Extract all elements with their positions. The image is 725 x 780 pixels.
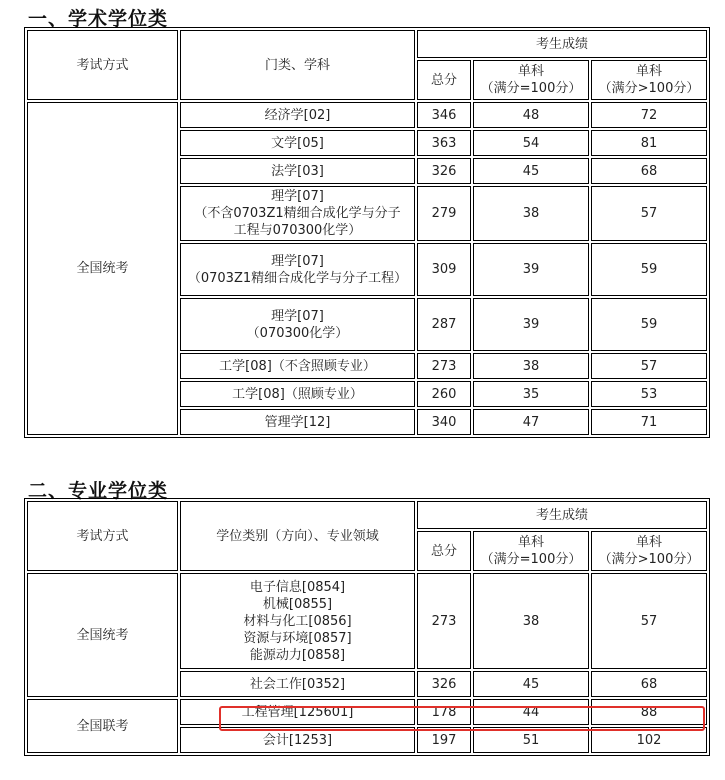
academic-degree-table [24, 27, 710, 438]
header-subject: 门类、学科 [180, 30, 415, 100]
single-100-score-cell: 54 [473, 130, 589, 156]
subject-name-line: 材料与化工[0856] [243, 613, 352, 629]
total-score-cell: 273 [417, 573, 471, 669]
subject-name [180, 353, 415, 379]
single-over-100-score-cell: 53 [591, 381, 707, 407]
header-total: 总分 [417, 60, 471, 100]
exam-mode-cell: 全国联考 [27, 699, 178, 753]
subject-name-line: 管理学[12] [264, 414, 331, 430]
total-score-cell: 178 [417, 699, 471, 725]
total-score-cell: 363 [417, 130, 471, 156]
subject-name [180, 298, 415, 351]
header-single-100: 单科 （满分=100分） [473, 60, 589, 100]
single-over-100-score-cell: 81 [591, 130, 707, 156]
single-100-score-cell: 35 [473, 381, 589, 407]
single-100-score-cell: 45 [473, 158, 589, 184]
subject-name [180, 186, 415, 241]
single-100-score-cell: 38 [473, 573, 589, 669]
header-scores-group: 考生成绩 [417, 501, 707, 529]
header-exam-mode: 考试方式 [27, 501, 178, 571]
subject-name-line: 工程管理[125601] [241, 704, 354, 720]
subject-name-line: 理学[07] [271, 189, 324, 204]
header-single-over-100: 单科 （满分>100分） [591, 531, 707, 571]
total-score-cell: 326 [417, 671, 471, 697]
header-exam-mode: 考试方式 [27, 30, 178, 100]
single-100-score-cell: 51 [473, 727, 589, 753]
single-100-score-cell: 48 [473, 102, 589, 128]
single-over-100-score-cell: 59 [591, 243, 707, 296]
section1-title: 一、学术学位类 [28, 8, 169, 30]
subject-name-line: 文学[05] [271, 135, 324, 151]
single-over-100-score-cell: 57 [591, 353, 707, 379]
total-score-cell: 287 [417, 298, 471, 351]
subject-name-line: 理学[07] [271, 308, 324, 324]
subject-name-line: （070300化学） [246, 325, 349, 341]
single-100-score-cell: 38 [473, 186, 589, 241]
highlight-box [219, 706, 705, 731]
subject-name-line: 理学[07] [271, 253, 324, 269]
total-score-cell: 309 [417, 243, 471, 296]
subject-name [180, 158, 415, 184]
subject-name-line: 能源动力[0858] [249, 647, 346, 663]
single-over-100-score-cell: 57 [591, 573, 707, 669]
total-score-cell: 326 [417, 158, 471, 184]
single-100-score-cell: 38 [473, 353, 589, 379]
subject-name-line: 工程与070300化学） [233, 223, 362, 238]
subject-name-line: 经济学[02] [264, 107, 331, 123]
subject-name [180, 671, 415, 697]
single-100-score-cell: 39 [473, 298, 589, 351]
exam-mode-cell: 全国统考 [27, 573, 178, 697]
total-score-cell: 340 [417, 409, 471, 435]
subject-name [180, 243, 415, 296]
subject-name [180, 409, 415, 435]
exam-mode-cell: 全国统考 [27, 102, 178, 435]
single-over-100-score-cell: 57 [591, 186, 707, 241]
header-total: 总分 [417, 531, 471, 571]
single-over-100-score-cell: 102 [591, 727, 707, 753]
subject-name-line: 资源与环境[0857] [243, 630, 352, 646]
subject-name-line: 工学[08]（不含照顾专业） [219, 358, 376, 374]
header-scores-group: 考生成绩 [417, 30, 707, 58]
total-score-cell: 197 [417, 727, 471, 753]
subject-name [180, 381, 415, 407]
subject-name-line: （不含0703Z1精细合成化学与分子 [194, 206, 401, 221]
header-single-over-100: 单科 （满分>100分） [591, 60, 707, 100]
subject-name-line: 机械[0855] [262, 596, 333, 612]
single-100-score-cell: 39 [473, 243, 589, 296]
single-100-score-cell: 47 [473, 409, 589, 435]
subject-name-line: 工学[08]（照顾专业） [232, 386, 363, 402]
single-over-100-score-cell: 88 [591, 699, 707, 725]
total-score-cell: 279 [417, 186, 471, 241]
single-100-score-cell: 45 [473, 671, 589, 697]
subject-name-line: 法学[03] [271, 163, 324, 179]
section2-title: 二、专业学位类 [28, 480, 169, 502]
table-row [27, 573, 707, 669]
single-100-score-cell: 44 [473, 699, 589, 725]
header-single-100: 单科 （满分=100分） [473, 531, 589, 571]
single-over-100-score-cell: 68 [591, 158, 707, 184]
single-over-100-score-cell: 72 [591, 102, 707, 128]
total-score-cell: 260 [417, 381, 471, 407]
table-row [27, 102, 707, 128]
subject-name [180, 573, 415, 669]
single-over-100-score-cell: 71 [591, 409, 707, 435]
subject-name [180, 102, 415, 128]
single-over-100-score-cell: 68 [591, 671, 707, 697]
total-score-cell: 346 [417, 102, 471, 128]
total-score-cell: 273 [417, 353, 471, 379]
subject-name-line: （0703Z1精细合成化学与分子工程） [187, 270, 408, 286]
subject-name-line: 会计[1253] [262, 732, 333, 748]
subject-name-line: 电子信息[0854] [249, 579, 346, 595]
header-subject: 学位类别（方向）、专业领域 [180, 501, 415, 571]
subject-name [180, 130, 415, 156]
subject-name-line: 社会工作[0352] [249, 676, 346, 692]
single-over-100-score-cell: 59 [591, 298, 707, 351]
